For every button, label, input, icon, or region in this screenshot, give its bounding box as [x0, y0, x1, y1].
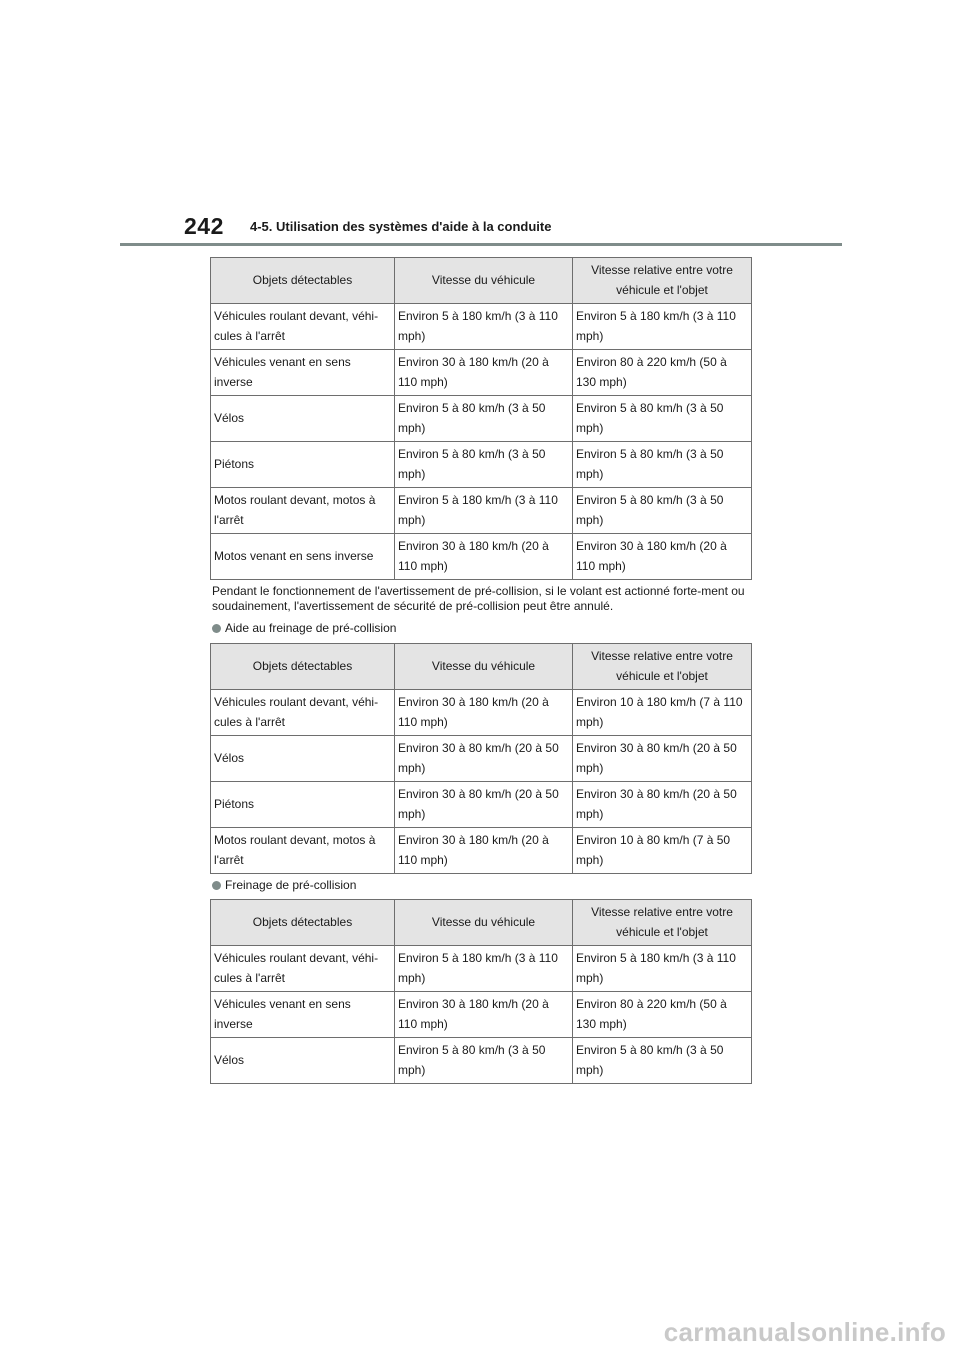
cell-object: Véhicules roulant devant, véhi-cules à l'arrêt	[211, 946, 395, 992]
header-vehicle-speed: Vitesse du véhicule	[395, 900, 573, 946]
cell-vehicle-speed: Environ 5 à 80 km/h (3 à 50 mph)	[395, 442, 573, 488]
cell-vehicle-speed: Environ 5 à 180 km/h (3 à 110 mph)	[395, 488, 573, 534]
header-vehicle-speed: Vitesse du véhicule	[395, 644, 573, 690]
cell-relative-speed: Environ 80 à 220 km/h (50 à 130 mph)	[573, 350, 752, 396]
cell-object: Véhicules roulant devant, véhi-cules à l'arrêt	[211, 690, 395, 736]
cell-object: Motos roulant devant, motos à l'arrêt	[211, 828, 395, 874]
cell-object: Motos venant en sens inverse	[211, 534, 395, 580]
header-detectable-objects: Objets détectables	[211, 258, 395, 304]
header-detectable-objects: Objets détectables	[211, 644, 395, 690]
header-relative-speed: Vitesse relative entre votre véhicule et l'objet	[573, 644, 752, 690]
cell-object: Motos roulant devant, motos à l'arrêt	[211, 488, 395, 534]
table-row	[211, 992, 752, 1038]
cell-vehicle-speed: Environ 5 à 80 km/h (3 à 50 mph)	[395, 1038, 573, 1084]
cell-object: Vélos	[211, 1038, 395, 1084]
cell-relative-speed: Environ 5 à 180 km/h (3 à 110 mph)	[573, 946, 752, 992]
table-row	[211, 736, 752, 782]
cell-vehicle-speed: Environ 5 à 180 km/h (3 à 110 mph)	[395, 946, 573, 992]
cell-vehicle-speed: Environ 30 à 80 km/h (20 à 50 mph)	[395, 736, 573, 782]
cell-object: Véhicules roulant devant, véhi-cules à l'arrêt	[211, 304, 395, 350]
header-detectable-objects: Objets détectables	[211, 900, 395, 946]
cell-object: Vélos	[211, 736, 395, 782]
cell-relative-speed: Environ 5 à 80 km/h (3 à 50 mph)	[573, 396, 752, 442]
table-header-row	[211, 644, 752, 690]
cell-vehicle-speed: Environ 5 à 180 km/h (3 à 110 mph)	[395, 304, 573, 350]
cell-relative-speed: Environ 5 à 80 km/h (3 à 50 mph)	[573, 1038, 752, 1084]
cell-object: Véhicules venant en sens inverse	[211, 992, 395, 1038]
cell-object: Véhicules venant en sens inverse	[211, 350, 395, 396]
cell-relative-speed: Environ 5 à 80 km/h (3 à 50 mph)	[573, 442, 752, 488]
table-row	[211, 946, 752, 992]
page-number: 242	[184, 213, 224, 239]
table-row	[211, 828, 752, 874]
cell-object: Piétons	[211, 782, 395, 828]
table-row	[211, 488, 752, 534]
cancel-note: Pendant le fonctionnement de l'avertissement de pré-collision, si le volant est actionné forte-ment ou soudainement, l'avertissement de sécurité de pré-collision peut être annulé.	[212, 584, 745, 613]
warning-spec-table	[210, 257, 752, 580]
cell-vehicle-speed: Environ 5 à 80 km/h (3 à 50 mph)	[395, 396, 573, 442]
cell-relative-speed: Environ 10 à 180 km/h (7 à 110 mph)	[573, 690, 752, 736]
table-row	[211, 304, 752, 350]
table-row	[211, 782, 752, 828]
cell-vehicle-speed: Environ 30 à 180 km/h (20 à 110 mph)	[395, 828, 573, 874]
bullet-brake-assist	[212, 621, 396, 636]
bullet-label: Aide au freinage de pré-collision	[225, 621, 397, 635]
table-row	[211, 442, 752, 488]
section-title: 4-5. Utilisation des systèmes d'aide à la conduite	[250, 219, 552, 234]
table-header-row	[211, 900, 752, 946]
cell-relative-speed: Environ 5 à 180 km/h (3 à 110 mph)	[573, 304, 752, 350]
header-relative-speed: Vitesse relative entre votre véhicule et l'objet	[573, 900, 752, 946]
cell-relative-speed: Environ 5 à 80 km/h (3 à 50 mph)	[573, 488, 752, 534]
cell-relative-speed: Environ 30 à 80 km/h (20 à 50 mph)	[573, 782, 752, 828]
table-row	[211, 690, 752, 736]
cell-object: Vélos	[211, 396, 395, 442]
header-vehicle-speed: Vitesse du véhicule	[395, 258, 573, 304]
cell-vehicle-speed: Environ 30 à 180 km/h (20 à 110 mph)	[395, 992, 573, 1038]
cell-relative-speed: Environ 30 à 180 km/h (20 à 110 mph)	[573, 534, 752, 580]
cell-vehicle-speed: Environ 30 à 180 km/h (20 à 110 mph)	[395, 690, 573, 736]
header-rule	[120, 243, 842, 246]
cell-relative-speed: Environ 10 à 80 km/h (7 à 50 mph)	[573, 828, 752, 874]
cell-relative-speed: Environ 80 à 220 km/h (50 à 130 mph)	[573, 992, 752, 1038]
table-row	[211, 1038, 752, 1084]
cell-vehicle-speed: Environ 30 à 180 km/h (20 à 110 mph)	[395, 350, 573, 396]
table-row	[211, 396, 752, 442]
table-row	[211, 534, 752, 580]
table-header-row	[211, 258, 752, 304]
cell-object: Piétons	[211, 442, 395, 488]
watermark: carmanualsonline.info	[663, 1317, 946, 1347]
cell-vehicle-speed: Environ 30 à 180 km/h (20 à 110 mph)	[395, 534, 573, 580]
braking-spec-table	[210, 899, 752, 1084]
table-row	[211, 350, 752, 396]
bullet-braking	[212, 878, 356, 893]
cell-vehicle-speed: Environ 30 à 80 km/h (20 à 50 mph)	[395, 782, 573, 828]
bullet-dot-icon	[212, 881, 221, 890]
bullet-label: Freinage de pré-collision	[225, 878, 357, 892]
bullet-dot-icon	[212, 624, 221, 633]
header-relative-speed: Vitesse relative entre votre véhicule et l'objet	[573, 258, 752, 304]
brake-assist-spec-table	[210, 643, 752, 874]
cell-relative-speed: Environ 30 à 80 km/h (20 à 50 mph)	[573, 736, 752, 782]
